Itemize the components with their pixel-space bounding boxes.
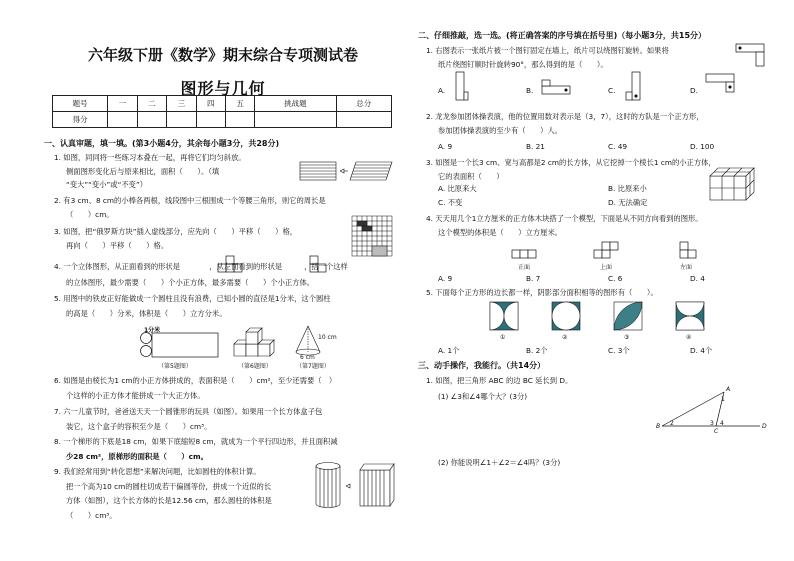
q1-option-c-shape: [626, 72, 642, 102]
question-text: 1. 如图，把三角形 ABC 的边 BC 延长到 D。: [426, 376, 573, 385]
question-text: 4. 一个立体图形，从正面看到的形状是 ，从左面看到的形状是 ，搭一个这样: [54, 262, 348, 271]
fig5-top-label: 1分米: [144, 327, 161, 334]
score-header-cell: 三: [167, 96, 196, 112]
score-row-label: 得分: [53, 112, 108, 128]
score-cell[interactable]: [255, 112, 336, 128]
question-text: 2. 有3 cm、8 cm的小棒各两根，线段图中三根围成一个等腰三角形，则它的周长是: [54, 196, 326, 205]
option-label[interactable]: C. 不变: [438, 198, 463, 207]
score-header-cell: 二: [137, 96, 166, 112]
option-label[interactable]: A.: [438, 86, 446, 95]
fig6-caption: （第6题图）: [238, 363, 272, 370]
question-text: 2. 龙龙参加团体操表演，他的位置用数对表示是（3，7），这时的方队是一个正方形，: [426, 112, 704, 121]
question-text: (1) ∠3和∠4哪个大？(3分): [438, 392, 528, 401]
option-label[interactable]: C.: [608, 86, 616, 95]
option-label[interactable]: A. 9: [438, 274, 453, 283]
vertex-b-label: B: [656, 423, 661, 430]
angle-1-label: 1: [721, 396, 725, 403]
question-text: 3. 如图，把“俄罗斯方块”插入虚线部分，应先向（ ）平移（ ）格，: [54, 227, 298, 236]
option-label[interactable]: D. 100: [690, 142, 715, 151]
option-label[interactable]: A. 9: [438, 142, 453, 151]
q1-option-b-shape: [542, 80, 572, 96]
vertex-a-label: A: [726, 386, 731, 393]
q3-tetris-grid: [352, 216, 392, 256]
q1-option-d-shape: [706, 74, 736, 94]
question-text: 个这样的小正方体才能拼成一个大正方体。: [66, 391, 205, 400]
fig7-caption: （第7题图）: [296, 363, 330, 370]
q1-reference-shape: [736, 44, 766, 68]
option-label[interactable]: C. 6: [608, 274, 623, 283]
option-label[interactable]: A. 1个: [438, 346, 460, 355]
score-header-cell: 挑战题: [255, 96, 336, 112]
question-text: 7. 六一儿童节时，爸爸送天天一个圆锥形的玩具（如图）。如果用一个长方体盒子包: [54, 407, 323, 416]
question-text: 方体（如图），这个长方体的长是12.56 cm，那么圆柱的体积是: [66, 496, 272, 505]
question-text: 纸片绕图钉顺时针旋转90°，那么得到的是（ ）。: [438, 60, 608, 69]
score-header-cell: 五: [225, 96, 254, 112]
fig5-iron-sheet: [140, 332, 220, 358]
view-label-left: 左面: [680, 264, 693, 271]
option-label[interactable]: D. 4: [690, 274, 705, 283]
score-table: [52, 95, 392, 128]
section-3-heading: 三、动手操作，我能行。（共14分）: [418, 361, 546, 370]
question-text: 1. 如图，同同将一些练习本叠在一起，再将它们均匀斜放。: [54, 153, 246, 162]
q5-num-1: ①: [500, 334, 506, 341]
question-text: 它的表面积（ ）: [438, 172, 504, 181]
q4-left-view: [310, 256, 326, 272]
option-label[interactable]: D.: [690, 86, 698, 95]
q4-view-top: [594, 236, 620, 258]
angle-2-label: 2: [670, 420, 674, 427]
question-text: 参加团体操表演的至少有（ ）人。: [438, 126, 563, 135]
page-title: 六年级下册《数学》期末综合专项测试卷: [87, 46, 358, 64]
score-cell[interactable]: [225, 112, 254, 128]
question-text: 5. 用图中的铁皮正好能做成一个圆柱且没有浪费，已知小圆的直径是1分米，这个圆柱: [54, 294, 331, 303]
q4-view-left: [680, 236, 698, 258]
fig5-caption: （第5题图）: [158, 363, 192, 370]
question-text: 5. 下面每个正方形的边长都一样，阴影部分面积相等的图形有（ ）。: [426, 288, 658, 297]
question-text: （ ）cm³。: [66, 511, 117, 520]
score-header-cell: 题号: [53, 96, 108, 112]
q4-front-view: [218, 256, 242, 272]
q1-figure: [300, 160, 392, 184]
question-text: 8. 一个梯形的下底是18 cm，如果下底缩短8 cm，就成为一个平行四边形，并且面积减: [54, 437, 338, 446]
score-table-header: [53, 96, 392, 112]
score-cell[interactable]: [108, 112, 137, 128]
fig7-diameter-label: 6 cm: [300, 354, 315, 361]
q9-cylinder-figure: [314, 462, 394, 510]
section-1-heading: 一、认真审题，填一填。(第3小题4分，其余每小题3分，共28分): [44, 139, 280, 148]
option-label[interactable]: C. 3个: [608, 346, 630, 355]
question-text: 少28 cm²，原梯形的面积是（ ）cm。: [66, 452, 208, 461]
score-cell[interactable]: [137, 112, 166, 128]
q5-num-2: ②: [562, 334, 568, 341]
view-label-top: 上面: [600, 264, 613, 271]
question-text: 把一个高为10 cm的圆柱切成若干偏圆等份，拼成一个近似的长: [66, 482, 272, 491]
option-label[interactable]: C. 49: [608, 142, 628, 151]
option-label[interactable]: D. 4个: [690, 346, 713, 355]
option-label[interactable]: D. 无法确定: [608, 198, 648, 207]
vertex-d-label: D: [762, 423, 767, 430]
question-text: 这个模型的体积是（ ）立方厘米。: [438, 228, 563, 237]
option-label[interactable]: B.: [526, 86, 534, 95]
question-text: 4. 天天用几个1立方厘米的正方体木块搭了一个模型，下面是从不同方向看到的图形。: [426, 214, 703, 223]
question-text: 的立体图形，最少需要（ ）个小正方体，最多需要（ ）个小正方体。: [66, 278, 315, 287]
question-text: 9. 我们经常用到“转化思想”来解决问题，比如圆柱的体积计算。: [54, 467, 261, 476]
q5-num-4: ④: [686, 334, 692, 341]
score-cell[interactable]: [336, 112, 391, 128]
angle-3-label: 3: [710, 420, 714, 427]
question-text: 3. 如图是一个长3 cm、宽与高都是2 cm的长方体，从它挖掉一个棱长1 cm的小正方体，: [426, 158, 716, 167]
q4-view-front: [512, 244, 538, 258]
q5-square-3: [614, 302, 642, 330]
question-text: (2) 你能说明∠1＋∠2＝∠4吗？(3分): [438, 458, 561, 467]
option-label[interactable]: B. 比原来小: [608, 184, 647, 193]
question-text: 侧面图形变化后与原来相比，面积（ ）。（填: [66, 167, 220, 176]
q5-square-1: [490, 302, 518, 330]
score-cell[interactable]: [196, 112, 225, 128]
section-2-heading: 二、仔细推敲，选一选。(将正确答案的序号填在括号里)（每小题3分，共15分）: [418, 31, 707, 40]
question-text: 1. 右图表示一张纸片被一个图钉固定在墙上，纸片可以绕图钉旋转。如果将: [426, 46, 669, 55]
question-text: 装它，这个盒子的容积至少是（ ）cm³。: [66, 422, 212, 431]
option-label[interactable]: B. 7: [526, 274, 541, 283]
score-header-cell: 一: [108, 96, 137, 112]
score-cell[interactable]: [167, 112, 196, 128]
page-subtitle: 图形与几何: [180, 79, 266, 98]
option-label[interactable]: A. 比原来大: [438, 184, 477, 193]
question-text: 再向（ ）平移（ ）格。: [66, 241, 169, 250]
q5-square-4: [676, 302, 704, 330]
q5-square-2: [552, 302, 580, 330]
fig6-cubes: [232, 330, 274, 358]
question-text: “变大”“变小”或“不变”）: [66, 180, 148, 189]
score-header-cell: 四: [196, 96, 225, 112]
q3-cuboid: [710, 166, 754, 200]
q5-num-3: ③: [624, 334, 630, 341]
score-header-cell: 总分: [336, 96, 391, 112]
vertex-c-label: C: [714, 428, 719, 435]
question-text: 6. 如图是由棱长为1 cm的小正方体拼成的，表面积是（ ）cm²，至少还需要（ ）: [54, 376, 337, 385]
question-text: （ ）cm。: [66, 210, 114, 219]
question-text: 的高是（ ）分米，体积是（ ）立方分米。: [66, 309, 227, 318]
fig7-height-label: 10 cm: [318, 334, 337, 341]
option-label[interactable]: B. 21: [526, 142, 545, 151]
q1-option-a-shape: [456, 72, 468, 102]
option-label[interactable]: B. 2个: [526, 346, 548, 355]
angle-4-label: 4: [720, 420, 724, 427]
score-table-row: [53, 112, 392, 128]
view-label-front: 正面: [518, 264, 531, 271]
